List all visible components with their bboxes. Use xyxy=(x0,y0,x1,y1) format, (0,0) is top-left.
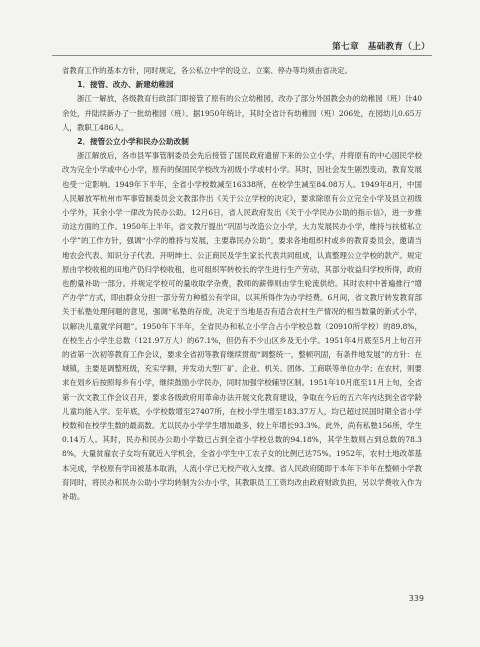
paragraph-continuation: 省教育工作的基本方针，同时规定，各公私立中学的设立、立案、停办等均须由省决定。 xyxy=(62,66,353,75)
section-heading-kindergarten: 1．接管、改办、新建幼稚园 xyxy=(77,80,174,90)
running-header: 第七章 基础教育（上） xyxy=(332,42,430,52)
paragraph-primary-school: 浙江解放后，各市县军事管制委员会先后接管了国民政府遗留下来的公立小学，并将原有的中心国民学校改为完全小学或中心小学，原有的保国民学校改为初级小学或村小学。其时，因社会发生剧烈变动，教育发展也受一定影响。1949年下半年，全省小学校数减至16338所，在校学生减至84.08万人。1949年8月，中国人民解放军杭州市军事管制委员会文教部作出《关于公立学校的决定》，要求除原有公立完全小学及县立初级小学外，其余小学一律改为民办公助。12月6日，省人民政府发出《关于小学民办公助的指示信》，进一步推动这方面的工作。1950年上半年，省文教厅提出“巩固与改造公立小学，大力发展民办小学，维持与扶植私立小学”的工作方针，强调“小学的维持与发展，主要靠民办公助”，要求各地组织村或乡的教育委员会，邀请当地农会代表、知识分子代表、开明绅士、公正商民及学生家长代表共同组成，认真整理公立学校的款产。规定原由学校收租的田地产仍归学校收租，也可组织军转校长的学生进行生产劳动，其部分收益归学校所得，政府也酌量补助一部分。并规定学校可的量收取学杂费，教师的薪俸则由学生轮流供给。其时农村中普遍推行“增产办学”方式，即由群众分担一部分劳力种植公有学田，以其所得作为办学经费。6月间，省文教厅转发教育部关于私塾处理问题的意见，强调“私塾的存废，决定于当地是否有适合农村生产情况的相当数量的新式小学，以解决儿童就学问题”。1950年下半年，全省民办和私立小学合占小学校总数（20910所学校）的89.8%，在校生占小学生总数（121.97万人）的67.1%，但仍有不少山区乡及无小学。1951年4月底至5月上旬召开的省第一次初等教育工作会议，要求全省初等教育继续贯彻“调整统一，整顿巩固，有条件地发展”的方针：在城镇，主要是调整班级，充实学额，并发动大型厂矿、企业、机关、团体、工商联等单位办学；在农村，则要求在划乡后按照每乡有小学，继续鼓励小学民办，同时加强学校辅导区制。1951年10月底至11月上旬，全省第一次文教工作会议召开，要求各级政府用革命办法开展文化教育建设，争取在今后的五六年内达到全省学龄儿童均能入学。至年底，小学校数增至27407所，在校小学生增至183.37万人，均已超过民国时期全省小学校数和在校学生数的最高数。尤以民办小学学生增加最多，较上年增长93.3%。此外，尚有私塾156所，学生0.14万人。其时，民办和民办公助小学数已占到全省小学校总数的94.18%，其学生数则占到总数的78.38%，大量贫雇农子女均有就近入学机会，全省小学生中工农子女的比例已达75%。1952年，农村土地改革基本完成，学校原有学田被基本取消，人流小学已无校产收入支撑。省人民政府随即于本年下半年在整顿小学教育同时，将民办和民办公助小学均转制为公办小学，其教职员工工资均改由政府财政负担，另以学费收入作为补助。 xyxy=(62,151,422,502)
section-heading-primary-school: 2．接管公立小学和民办公助改制 xyxy=(77,137,189,147)
body-text xyxy=(62,64,422,504)
paragraph-kindergarten: 浙江一解放，各级教育行政部门即接管了原有的公立幼稚园，改办了部分外国教会办的幼稚园（班）计40余处，并陆续新办了一批幼稚园（班）。据1950年统计，其时全省计有幼稚园（班）206处，在园幼儿0.65万人，教职工486人。 xyxy=(62,94,422,132)
page-number: 339 xyxy=(408,594,424,603)
header-rule xyxy=(52,55,432,56)
